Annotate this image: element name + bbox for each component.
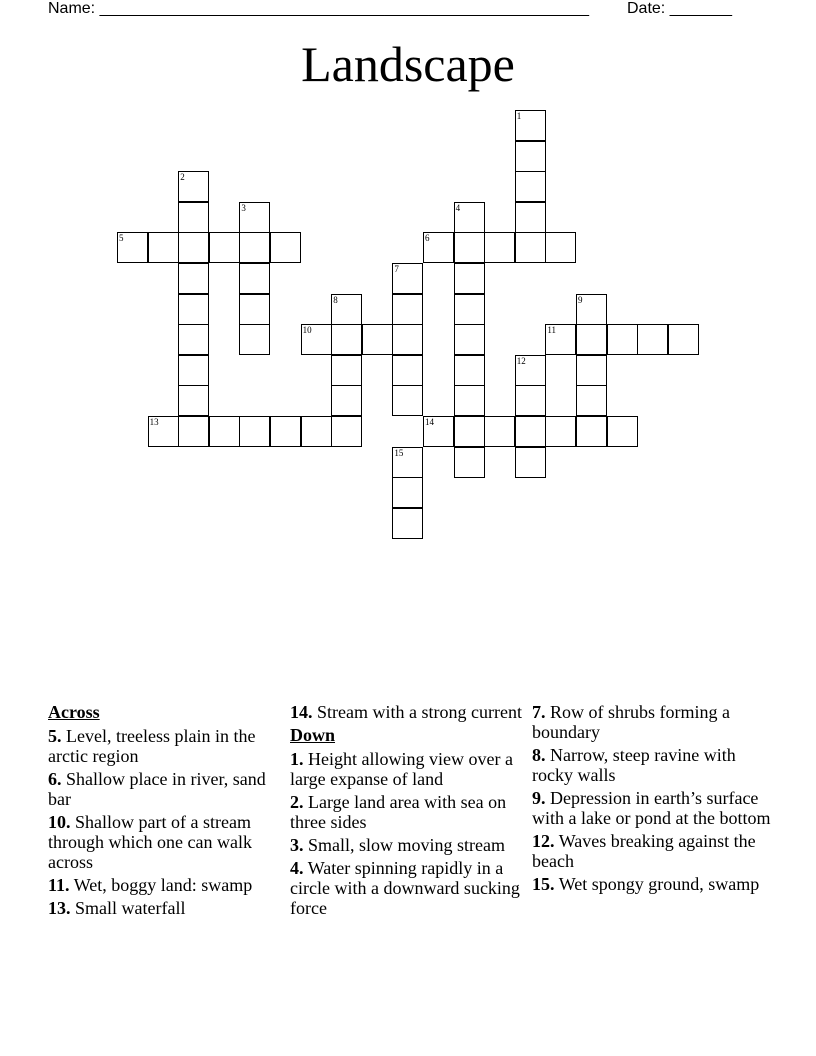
- grid-cell[interactable]: [239, 294, 270, 325]
- grid-cell[interactable]: [515, 171, 546, 202]
- grid-cell[interactable]: [515, 355, 546, 386]
- cell-number: 5: [119, 233, 124, 244]
- grid-cell[interactable]: [178, 355, 209, 386]
- grid-cell[interactable]: [178, 416, 209, 447]
- grid-cell[interactable]: [515, 416, 546, 447]
- grid-cell[interactable]: [362, 324, 393, 355]
- clue-column-1: [48, 702, 280, 921]
- grid-cell[interactable]: [148, 416, 179, 447]
- grid-cell[interactable]: [454, 232, 485, 263]
- grid-cell[interactable]: [484, 232, 515, 263]
- grid-cell[interactable]: [545, 232, 576, 263]
- grid-cell[interactable]: [576, 294, 607, 325]
- clue-down-12: 12. Waves breaking against the beach: [532, 831, 756, 871]
- cell-number: 7: [394, 264, 399, 274]
- clue-down-1: 1. Height allowing view over a large expanse of land: [290, 749, 513, 789]
- grid-cell[interactable]: [607, 324, 638, 355]
- grid-cell[interactable]: [515, 110, 546, 141]
- grid-cell[interactable]: [331, 385, 362, 416]
- clue-down-9: 9. Depression in earth’s surface with a lake or pond at the bottom: [532, 788, 771, 828]
- grid-cell[interactable]: [545, 416, 576, 447]
- grid-cell[interactable]: [454, 294, 485, 325]
- cell-number: 11: [547, 325, 557, 336]
- grid-cell[interactable]: [392, 508, 423, 539]
- grid-cell[interactable]: [331, 355, 362, 386]
- grid-cell[interactable]: [423, 416, 454, 447]
- grid-cell[interactable]: [178, 294, 209, 325]
- clue-down-8: 8. Narrow, steep ravine with rocky walls: [532, 745, 736, 785]
- grid-cell[interactable]: [454, 324, 485, 355]
- cell-number: 12: [516, 355, 526, 366]
- clue-across-5: 5. Level, treeless plain in the arctic region: [48, 726, 256, 766]
- grid-cell[interactable]: [576, 355, 607, 386]
- cell-number: 4: [455, 202, 461, 213]
- down-heading: Down: [290, 725, 336, 745]
- grid-cell[interactable]: [270, 232, 301, 263]
- page-title: Landscape: [301, 36, 515, 92]
- grid-cell[interactable]: [178, 171, 209, 202]
- grid-cell[interactable]: [576, 416, 607, 447]
- grid-cell[interactable]: [637, 324, 668, 355]
- grid-cell[interactable]: [301, 324, 332, 355]
- clue-down-4: 4. Water spinning rapidly in a circle with a downward sucking force: [290, 858, 520, 918]
- grid-cell[interactable]: [454, 447, 485, 478]
- grid-cell[interactable]: [117, 232, 148, 263]
- cell-number: 15: [394, 447, 404, 458]
- grid-cell[interactable]: [239, 202, 270, 233]
- across-heading: Across: [48, 702, 100, 722]
- clue-across-6: 6. Shallow place in river, sand bar: [48, 769, 266, 809]
- cell-number: 6: [425, 233, 430, 244]
- grid-cell[interactable]: [392, 324, 423, 355]
- clue-column-2: [290, 702, 526, 921]
- grid-cell[interactable]: [576, 324, 607, 355]
- date-field[interactable]: Date: _______: [627, 0, 732, 17]
- grid-cell[interactable]: [331, 294, 362, 325]
- grid-cell[interactable]: [392, 294, 423, 325]
- clue-down-7: 7. Row of shrubs forming a boundary: [532, 702, 730, 742]
- grid-cell[interactable]: [454, 202, 485, 233]
- grid-cell[interactable]: [392, 263, 423, 294]
- cell-number: 1: [516, 111, 522, 121]
- grid-cell[interactable]: [515, 232, 546, 263]
- grid-cell[interactable]: [515, 447, 546, 478]
- grid-cell[interactable]: [454, 416, 485, 447]
- grid-cell[interactable]: [148, 232, 179, 263]
- grid-cell[interactable]: [515, 202, 546, 233]
- grid-cell[interactable]: [392, 477, 423, 508]
- grid-cell[interactable]: [423, 232, 454, 263]
- grid-cell[interactable]: [392, 355, 423, 386]
- grid-cell[interactable]: [576, 385, 607, 416]
- clue-column-3: [532, 702, 772, 897]
- grid-cell[interactable]: [178, 324, 209, 355]
- clue-across-13: 13. Small waterfall: [48, 898, 186, 918]
- grid-cell[interactable]: [607, 416, 638, 447]
- grid-cell[interactable]: [668, 324, 699, 355]
- grid-cell[interactable]: [178, 202, 209, 233]
- grid-cell[interactable]: [515, 141, 546, 172]
- grid-cell[interactable]: [178, 263, 209, 294]
- clue-down-15: 15. Wet spongy ground, swamp: [532, 874, 760, 894]
- grid-cell[interactable]: [209, 232, 240, 263]
- grid-cell[interactable]: [239, 324, 270, 355]
- grid-cell[interactable]: [392, 447, 423, 478]
- cell-number: 2: [180, 172, 185, 183]
- grid-cell[interactable]: [239, 232, 270, 263]
- grid-cell[interactable]: [484, 416, 515, 447]
- clue-down-3: 3. Small, slow moving stream: [290, 835, 505, 855]
- clue-across-10: 10. Shallow part of a stream through which one can walk across: [48, 812, 252, 872]
- clue-across-14: 14. Stream with a strong current: [290, 702, 522, 722]
- grid-cell[interactable]: [301, 416, 332, 447]
- name-field[interactable]: Name: _______________________________________________________: [48, 0, 589, 17]
- grid-cell[interactable]: [178, 232, 209, 263]
- grid-cell[interactable]: [209, 416, 240, 447]
- cell-number: 8: [333, 294, 338, 305]
- cell-number: 14: [425, 417, 434, 427]
- grid-cell[interactable]: [331, 416, 362, 447]
- cell-number: 10: [302, 325, 312, 336]
- clue-down-2: 2. Large land area with sea on three sides: [290, 792, 507, 832]
- grid-cell[interactable]: [454, 385, 485, 416]
- grid-cell[interactable]: [392, 385, 423, 416]
- clue-across-11: 11. Wet, boggy land: swamp: [48, 875, 253, 895]
- grid-cell[interactable]: [331, 324, 362, 355]
- grid-cell[interactable]: [515, 385, 546, 416]
- grid-cell[interactable]: [239, 416, 270, 447]
- grid-cell[interactable]: [454, 263, 485, 294]
- grid-cell[interactable]: [270, 416, 301, 447]
- grid-cell[interactable]: [178, 385, 209, 416]
- cell-number: 9: [578, 294, 583, 305]
- grid-cell[interactable]: [239, 263, 270, 294]
- grid-cell[interactable]: [454, 355, 485, 386]
- cell-number: 3: [241, 202, 246, 213]
- cell-number: 13: [149, 417, 159, 427]
- grid-cell[interactable]: [545, 324, 576, 355]
